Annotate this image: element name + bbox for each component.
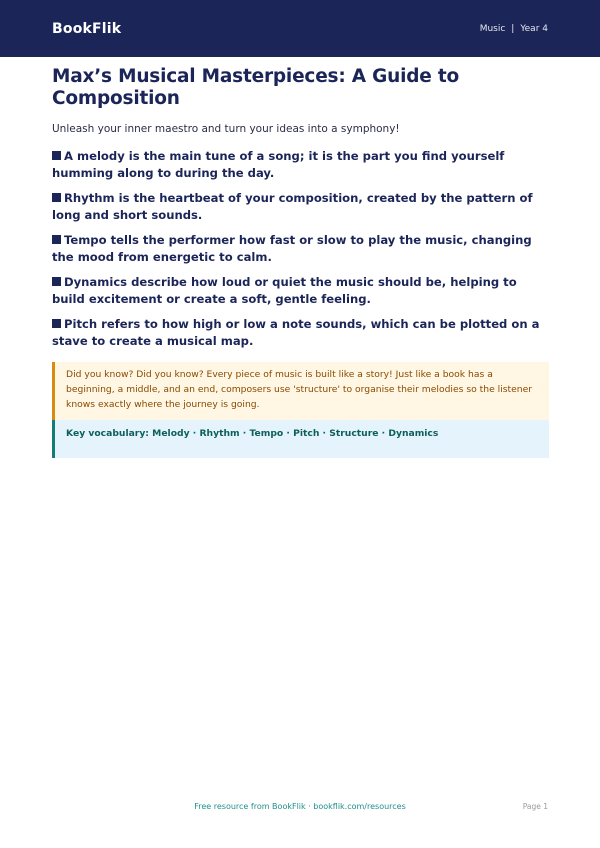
key-vocabulary-box: Key vocabulary: Melody · Rhythm · Tempo · Pitch · Structure · Dynamics — [52, 420, 549, 458]
key-point-pitch — [52, 316, 549, 350]
subject-label: Music — [479, 23, 506, 34]
square-bullet-icon — [52, 319, 61, 328]
point-text: Pitch refers to how high or low a note sounds, which can be plotted on a stave to create a musical map. — [52, 317, 540, 348]
key-points-list — [52, 148, 549, 350]
page-number: Page 1 — [522, 802, 548, 811]
key-point-tempo — [52, 232, 549, 266]
year-label: Year 4 — [520, 23, 548, 34]
meta-separator: | — [511, 23, 515, 34]
square-bullet-icon — [52, 193, 61, 202]
square-bullet-icon — [52, 277, 61, 286]
brand-logo: BookFlik — [52, 20, 122, 37]
page-header — [0, 0, 600, 57]
key-point-dynamics — [52, 274, 549, 308]
main-content — [52, 66, 549, 458]
footer-resource-link[interactable]: Free resource from BookFlik · bookflik.com/resources — [194, 802, 406, 811]
page-subtitle: Unleash your inner maestro and turn your ideas into a symphony! — [52, 123, 400, 135]
key-point-melody — [52, 148, 549, 182]
point-text: Tempo tells the performer how fast or slow to play the music, changing the mood from energetic to calm. — [52, 233, 532, 264]
page-title: Max’s Musical Masterpieces: A Guide to Composition — [52, 66, 460, 109]
key-point-rhythm — [52, 190, 549, 224]
header-meta — [480, 24, 548, 34]
did-you-know-callout: Did you know? Did you know? Every piece of music is built like a story! Just like a book has a beginning, a middle, and an end, composers use 'structure' to organise their melodies so the listener knows exactly where the journey is going. — [52, 362, 549, 420]
square-bullet-icon — [52, 235, 61, 244]
point-text: Dynamics describe how loud or quiet the music should be, helping to build excitement or create a soft, gentle feeling. — [52, 275, 517, 306]
point-text: Rhythm is the heartbeat of your composition, created by the pattern of long and short sounds. — [52, 191, 533, 222]
square-bullet-icon — [52, 151, 61, 160]
point-text: A melody is the main tune of a song; it is the part you find yourself humming along to during the day. — [52, 149, 505, 180]
